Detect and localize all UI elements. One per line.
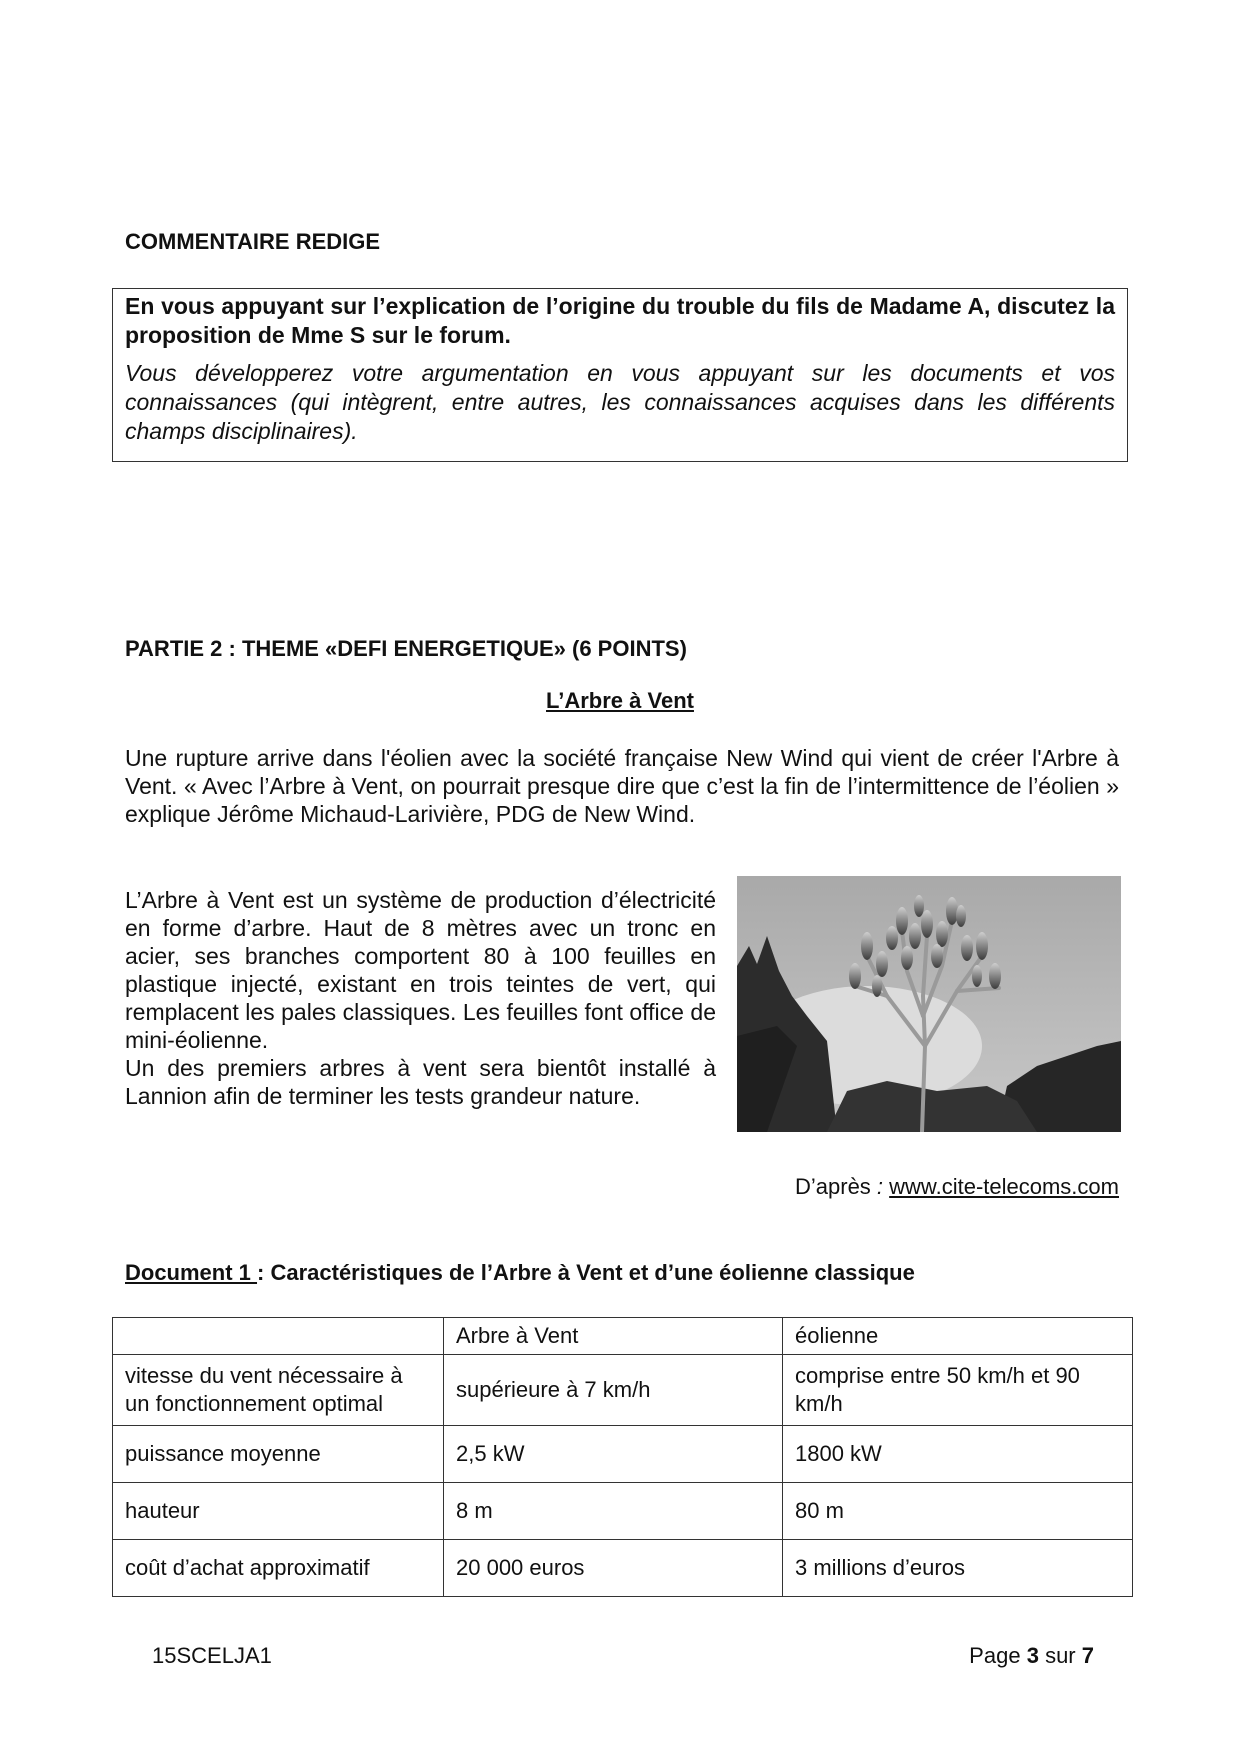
intro-paragraph: Une rupture arrive dans l'éolien avec la société française New Wind qui vient de créer l'Arbre à Vent. « Avec l’Arbre à Vent, on pourrait presque dire que c’est la fin de l’intermittence de l’éolien » explique Jérôme Michaud-Larivière, PDG de New Wind. bbox=[125, 745, 1119, 827]
footer-page-total: 7 bbox=[1081, 1643, 1094, 1668]
partie2-heading: PARTIE 2 : THEME «DEFI ENERGETIQUE» (6 POINTS) bbox=[125, 636, 687, 661]
source-credit bbox=[795, 1174, 1119, 1200]
table-cell: 1800 kW bbox=[783, 1426, 1133, 1483]
description-paragraph: L’Arbre à Vent est un système de production d’électricité en forme d’arbre. Haut de 8 mètres avec un tronc en acier, ses branches comportent 80 à 100 feuilles en plastique injecté, existant en trois teintes de vert, qui remplacent les pales classiques. Les feuilles font office de mini-éolienne. bbox=[125, 887, 716, 1053]
question-text: En vous appuyant sur l’explication de l’origine du trouble du fils de Madame A, discutez la proposition de Mme S sur le forum. bbox=[125, 293, 1115, 348]
description-paragraph-2: Un des premiers arbres à vent sera bientôt installé à Lannion afin de terminer les tests grandeur nature. bbox=[125, 1055, 716, 1109]
document1-heading bbox=[125, 1260, 915, 1286]
footer-code: 15SCELJA1 bbox=[152, 1643, 272, 1668]
table-row bbox=[113, 1540, 1133, 1597]
wind-tree-photo bbox=[737, 876, 1121, 1132]
footer-page-word: Page bbox=[969, 1643, 1021, 1668]
instructions-text: Vous développerez votre argumentation en vous appuyant sur les documents et vos connaissances (qui intègrent, entre autres, les connaissances acquises dans les différents champs disciplinaires). bbox=[125, 360, 1115, 444]
table-cell: supérieure à 7 km/h bbox=[444, 1355, 783, 1426]
table-cell: 2,5 kW bbox=[444, 1426, 783, 1483]
table-header-row bbox=[113, 1318, 1133, 1355]
document1-title: : Caractéristiques de l’Arbre à Vent et d’une éolienne classique bbox=[257, 1260, 915, 1285]
source-prefix: D’après bbox=[795, 1174, 871, 1199]
commentaire-heading: COMMENTAIRE REDIGE bbox=[125, 229, 381, 254]
article-title: L’Arbre à Vent bbox=[546, 688, 694, 713]
table-header-cell: Arbre à Vent bbox=[444, 1318, 783, 1355]
footer-sur-word: sur bbox=[1045, 1643, 1076, 1668]
table-cell: 20 000 euros bbox=[444, 1540, 783, 1597]
table-cell: puissance moyenne bbox=[113, 1426, 444, 1483]
description-block bbox=[125, 886, 716, 1110]
table-cell: vitesse du vent nécessaire à un fonctionnement optimal bbox=[113, 1355, 444, 1426]
table-cell: 8 m bbox=[444, 1483, 783, 1540]
source-link[interactable]: www.cite-telecoms.com bbox=[889, 1174, 1119, 1199]
characteristics-table bbox=[112, 1317, 1133, 1597]
table-row bbox=[113, 1426, 1133, 1483]
table-header-cell bbox=[113, 1318, 444, 1355]
table-header-cell: éolienne bbox=[783, 1318, 1133, 1355]
table-cell: 3 millions d’euros bbox=[783, 1540, 1133, 1597]
question-box bbox=[112, 288, 1128, 462]
article-title-wrap bbox=[0, 688, 1240, 714]
document1-label: Document 1 bbox=[125, 1260, 258, 1285]
table-cell: hauteur bbox=[113, 1483, 444, 1540]
source-separator: : bbox=[870, 1174, 890, 1199]
footer-pagination bbox=[969, 1643, 1094, 1669]
table-cell: coût d’achat approximatif bbox=[113, 1540, 444, 1597]
footer-page-num: 3 bbox=[1026, 1643, 1039, 1668]
table-row bbox=[113, 1355, 1133, 1426]
table-cell: comprise entre 50 km/h et 90 km/h bbox=[783, 1355, 1133, 1426]
table-row bbox=[113, 1483, 1133, 1540]
table-cell: 80 m bbox=[783, 1483, 1133, 1540]
